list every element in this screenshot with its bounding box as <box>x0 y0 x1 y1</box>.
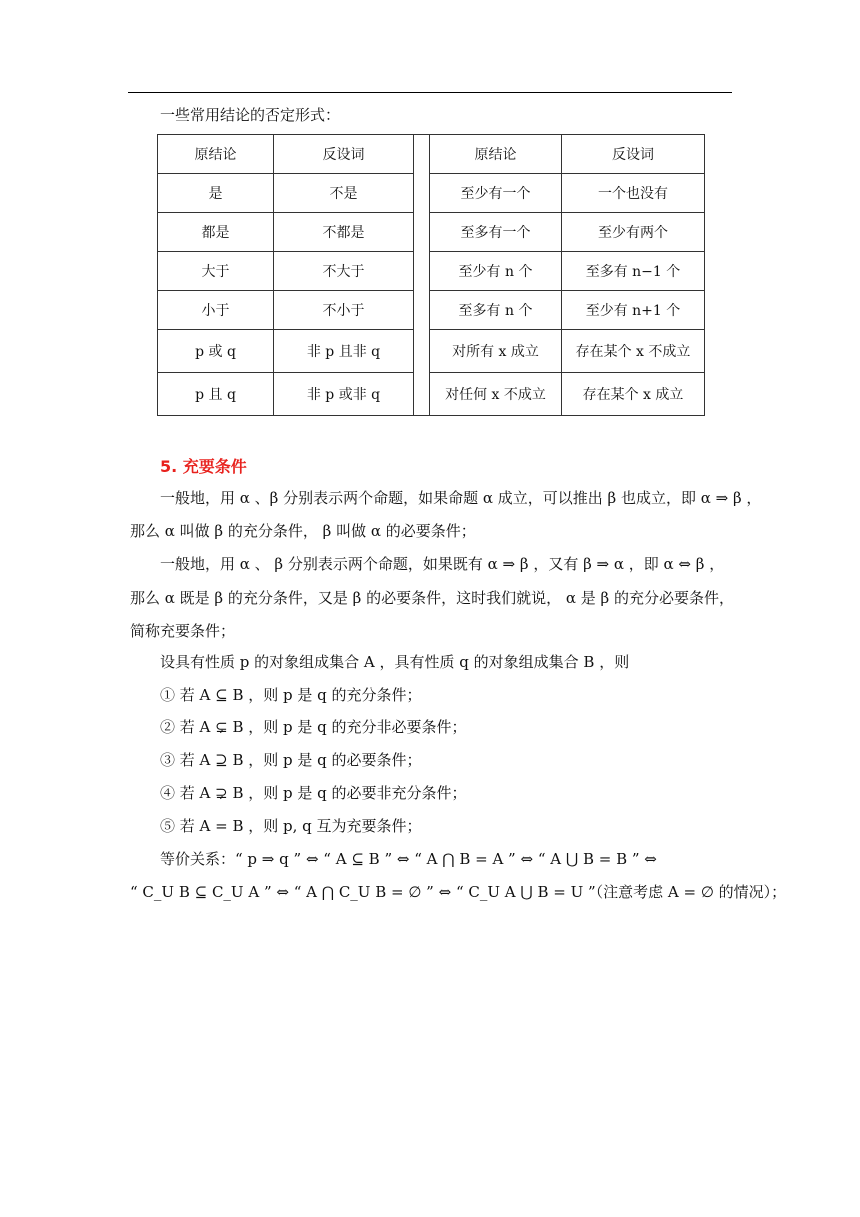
table-cell: p 或 q <box>158 330 274 373</box>
condition-line: ④ 若 A ⊋ B ，则 p 是 q 的必要非充分条件； <box>160 784 467 802</box>
table-header: 反设词 <box>562 135 705 174</box>
paragraph-line: 设具有性质 p 的对象组成集合 A ，具有性质 q 的对象组成集合 B ，则 <box>160 653 630 671</box>
table-cell: 对任何 x 不成立 <box>430 373 562 416</box>
table-cell: 非 p 且非 q <box>274 330 414 373</box>
condition-line: ⑤ 若 A = B ，则 p, q 互为充要条件； <box>160 817 422 835</box>
paragraph-line: 简称充要条件； <box>130 622 236 640</box>
paragraph-line: 那么 α 既是 β 的充分条件，又是 β 的必要条件，这时我们就说， α 是 β 的充分必要条件， <box>130 589 734 607</box>
negation-table-left <box>157 134 414 416</box>
condition-line: ② 若 A ⊊ B ，则 p 是 q 的充分非必要条件； <box>160 718 467 736</box>
header-rule <box>128 92 732 93</box>
table-cell: 小于 <box>158 291 274 330</box>
table-header: 原结论 <box>430 135 562 174</box>
table-cell: 是 <box>158 174 274 213</box>
table-cell: 不大于 <box>274 252 414 291</box>
table-cell: 至少有 n 个 <box>430 252 562 291</box>
section-title: 5. 充要条件 <box>160 457 247 476</box>
table-cell: 至少有两个 <box>562 213 705 252</box>
negation-table-right <box>413 134 705 416</box>
table-cell: 存在某个 x 不成立 <box>562 330 705 373</box>
table-cell: p 且 q <box>158 373 274 416</box>
table-cell: 至多有一个 <box>430 213 562 252</box>
condition-line: ① 若 A ⊆ B ，则 p 是 q 的充分条件； <box>160 686 422 704</box>
table-spacer <box>414 135 430 416</box>
table-cell: 不小于 <box>274 291 414 330</box>
table-cell: 存在某个 x 成立 <box>562 373 705 416</box>
table-cell: 不是 <box>274 174 414 213</box>
paragraph-line: 一般地，用 α 、β 分别表示两个命题，如果命题 α 成立，可以推出 β 也成立，即 α ⇒ β ， <box>160 489 762 507</box>
table-cell: 大于 <box>158 252 274 291</box>
table-cell: 至少有 n+1 个 <box>562 291 705 330</box>
table-header: 原结论 <box>158 135 274 174</box>
table-cell: 不都是 <box>274 213 414 252</box>
table-cell: 至多有 n 个 <box>430 291 562 330</box>
paragraph-line: 一般地，用 α 、 β 分别表示两个命题，如果既有 α ⇒ β ，又有 β ⇒ α ，即 α ⇔ β ， <box>160 555 725 573</box>
table-cell: 一个也没有 <box>562 174 705 213</box>
table-cell: 至少有一个 <box>430 174 562 213</box>
table-cell: 都是 <box>158 213 274 252</box>
equivalence-line: 等价关系：“ p ⇒ q ” ⇔ “ A ⊆ B ” ⇔ “ A ⋂ B = A ” ⇔ “ A ⋃ B = B ” ⇔ <box>160 850 657 868</box>
table-cell: 对所有 x 成立 <box>430 330 562 373</box>
equivalence-line: “ C_U B ⊆ C_U A ” ⇔ “ A ⋂ C_U B = ∅ ” ⇔ “ C_U A ⋃ B = U ”（注意考虑 A = ∅ 的情况）； <box>130 883 787 901</box>
table-header: 反设词 <box>274 135 414 174</box>
paragraph-line: 那么 α 叫做 β 的充分条件， β 叫做 α 的必要条件； <box>130 522 476 540</box>
table-cell: 至多有 n−1 个 <box>562 252 705 291</box>
condition-line: ③ 若 A ⊇ B ，则 p 是 q 的必要条件； <box>160 751 422 769</box>
table-cell: 非 p 或非 q <box>274 373 414 416</box>
intro-text: 一些常用结论的否定形式： <box>160 106 341 124</box>
